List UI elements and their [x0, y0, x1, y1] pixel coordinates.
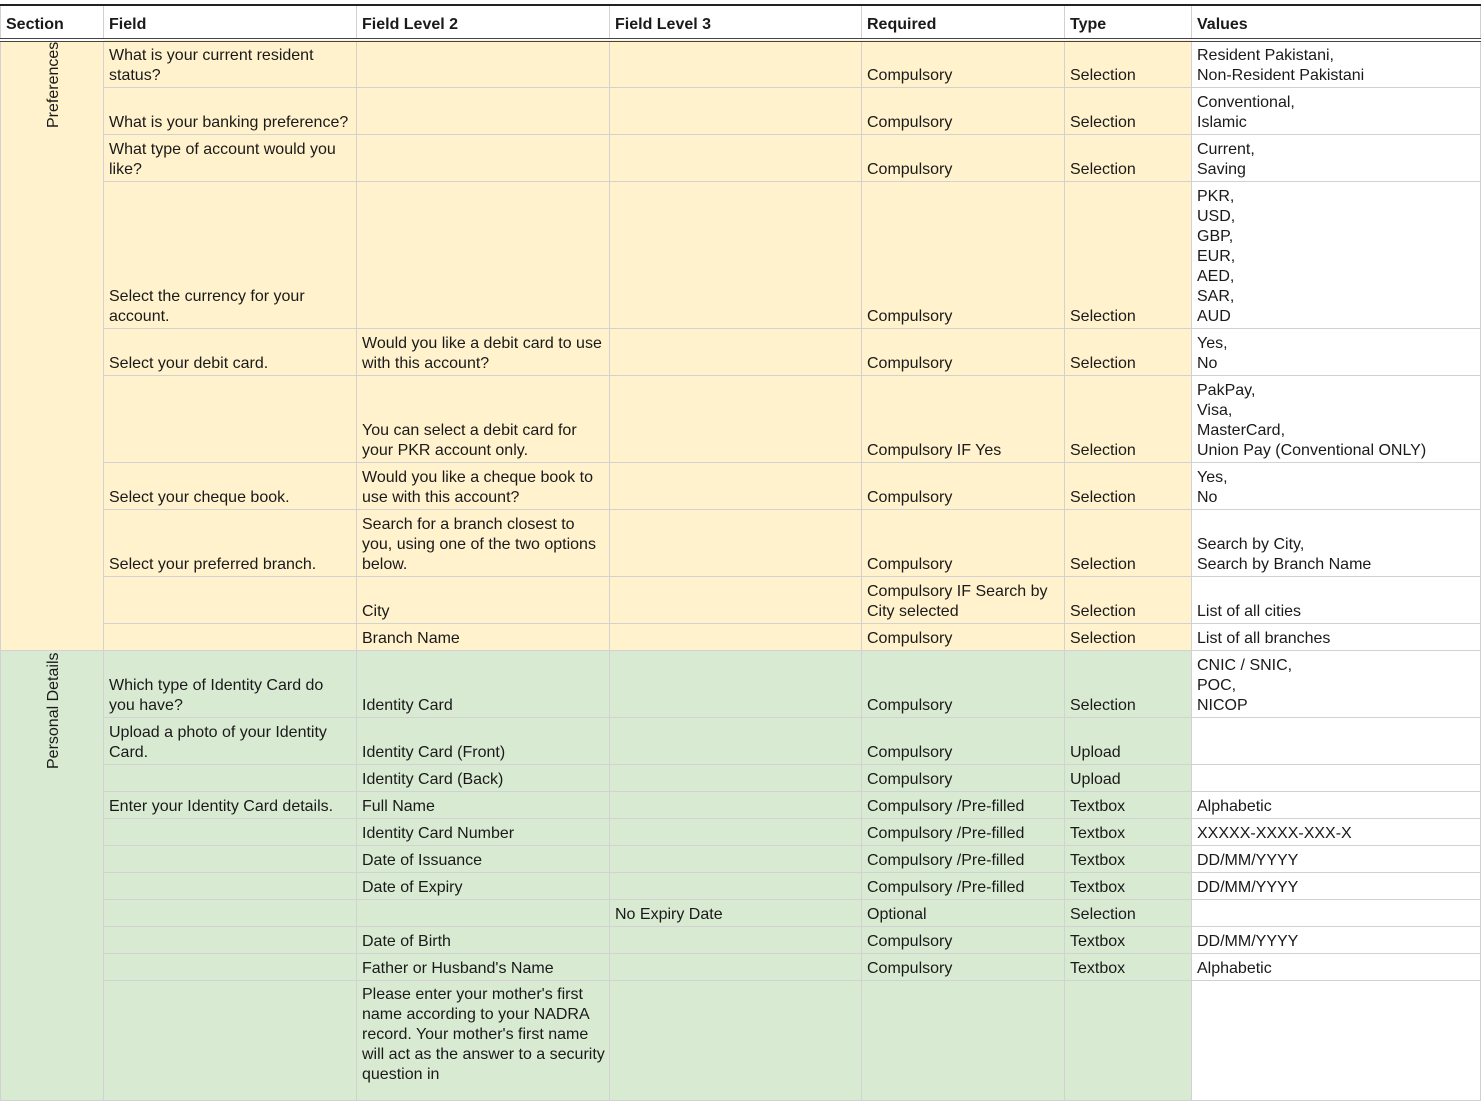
type-cell[interactable] [1065, 980, 1192, 1100]
field-level-3-cell[interactable] [610, 717, 862, 764]
field-level-3-cell[interactable] [610, 650, 862, 717]
type-cell[interactable]: Textbox [1065, 791, 1192, 818]
type-cell[interactable]: Textbox [1065, 872, 1192, 899]
required-cell[interactable]: Compulsory [862, 623, 1065, 650]
field-level-3-cell[interactable] [610, 926, 862, 953]
values-cell[interactable]: CNIC / SNIC, POC, NICOP [1192, 650, 1481, 717]
field-level-3-cell[interactable] [610, 509, 862, 576]
type-cell[interactable]: Textbox [1065, 845, 1192, 872]
table-row [1, 872, 1481, 899]
values-cell[interactable]: List of all branches [1192, 623, 1481, 650]
values-cell[interactable]: Alphabetic [1192, 953, 1481, 980]
table-row [1, 926, 1481, 953]
type-cell[interactable]: Textbox [1065, 926, 1192, 953]
field-cell[interactable] [104, 980, 357, 1100]
values-cell[interactable]: XXXXX-XXXX-XXX-X [1192, 818, 1481, 845]
table-row [1, 375, 1481, 462]
table-row [1, 181, 1481, 328]
field-level-2-cell[interactable]: Would you like a cheque book to use with this account? [357, 462, 610, 509]
required-cell[interactable]: Compulsory [862, 328, 1065, 375]
field-level-3-cell[interactable] [610, 87, 862, 134]
type-cell[interactable]: Selection [1065, 576, 1192, 623]
required-cell[interactable]: Compulsory [862, 134, 1065, 181]
field-level-3-cell[interactable] [610, 818, 862, 845]
required-cell[interactable]: Compulsory [862, 926, 1065, 953]
field-level-3-cell[interactable] [610, 576, 862, 623]
field-level-3-cell[interactable]: No Expiry Date [610, 899, 862, 926]
field-level-2-cell[interactable] [357, 181, 610, 328]
field-level-3-cell[interactable] [610, 845, 862, 872]
field-cell[interactable] [104, 576, 357, 623]
column-header-type[interactable]: Type [1065, 5, 1192, 40]
field-cell[interactable] [104, 818, 357, 845]
field-level-3-cell[interactable] [610, 980, 862, 1100]
field-level-3-cell[interactable] [610, 462, 862, 509]
type-cell[interactable]: Selection [1065, 899, 1192, 926]
field-level-2-cell[interactable]: Please enter your mother's first name according to your NADRA record. Your mother's first name will act as the answer to a security question in [357, 980, 610, 1100]
type-cell[interactable]: Selection [1065, 40, 1192, 87]
type-cell[interactable]: Selection [1065, 375, 1192, 462]
required-cell[interactable]: Compulsory [862, 650, 1065, 717]
field-cell[interactable]: What is your current resident status? [104, 40, 357, 87]
required-cell[interactable]: Compulsory [862, 953, 1065, 980]
field-level-3-cell[interactable] [610, 791, 862, 818]
field-cell[interactable] [104, 953, 357, 980]
section-cell-personal-details[interactable] [1, 650, 104, 1100]
table-row [1, 980, 1481, 1100]
type-cell[interactable]: Selection [1065, 650, 1192, 717]
field-cell[interactable] [104, 623, 357, 650]
values-cell[interactable]: Conventional, Islamic [1192, 87, 1481, 134]
field-level-3-cell[interactable] [610, 181, 862, 328]
field-cell[interactable]: What is your banking preference? [104, 87, 357, 134]
field-level-2-cell[interactable]: Identity Card (Front) [357, 717, 610, 764]
values-cell[interactable] [1192, 717, 1481, 764]
required-cell[interactable]: Optional [862, 899, 1065, 926]
required-cell[interactable]: Compulsory [862, 764, 1065, 791]
field-cell[interactable] [104, 375, 357, 462]
required-cell[interactable]: Compulsory [862, 181, 1065, 328]
field-level-3-cell[interactable] [610, 40, 862, 87]
table-row [1, 40, 1481, 87]
type-cell[interactable]: Textbox [1065, 818, 1192, 845]
required-cell[interactable]: Compulsory /Pre-filled [862, 818, 1065, 845]
field-cell[interactable]: Select the currency for your account. [104, 181, 357, 328]
field-level-2-cell[interactable] [357, 134, 610, 181]
field-level-3-cell[interactable] [610, 134, 862, 181]
field-level-2-cell[interactable]: City [357, 576, 610, 623]
type-cell[interactable]: Selection [1065, 87, 1192, 134]
field-level-2-cell[interactable]: Would you like a debit card to use with this account? [357, 328, 610, 375]
field-cell[interactable]: Select your debit card. [104, 328, 357, 375]
header-row [1, 5, 1481, 40]
required-cell[interactable]: Compulsory IF Search by City selected [862, 576, 1065, 623]
type-cell[interactable]: Selection [1065, 509, 1192, 576]
values-cell[interactable]: DD/MM/YYYY [1192, 845, 1481, 872]
values-cell[interactable]: DD/MM/YYYY [1192, 926, 1481, 953]
field-level-2-cell[interactable] [357, 40, 610, 87]
table-row [1, 462, 1481, 509]
column-header-field-level-3[interactable]: Field Level 3 [610, 5, 862, 40]
field-cell[interactable] [104, 872, 357, 899]
section-label: Personal Details [45, 652, 62, 769]
table-row [1, 576, 1481, 623]
field-level-2-cell[interactable]: Search for a branch closest to you, using one of the two options below. [357, 509, 610, 576]
field-level-2-cell[interactable]: Full Name [357, 791, 610, 818]
section-cell-preferences[interactable] [1, 40, 104, 650]
values-cell[interactable]: Yes, No [1192, 328, 1481, 375]
table-row [1, 134, 1481, 181]
field-cell[interactable] [104, 899, 357, 926]
field-level-2-cell[interactable]: Branch Name [357, 623, 610, 650]
field-level-3-cell[interactable] [610, 764, 862, 791]
values-cell[interactable]: DD/MM/YYYY [1192, 872, 1481, 899]
values-cell[interactable]: Alphabetic [1192, 791, 1481, 818]
field-cell[interactable]: Enter your Identity Card details. [104, 791, 357, 818]
required-cell[interactable]: Compulsory [862, 717, 1065, 764]
values-cell[interactable]: PKR, USD, GBP, EUR, AED, SAR, AUD [1192, 181, 1481, 328]
field-level-3-cell[interactable] [610, 953, 862, 980]
required-cell[interactable]: Compulsory /Pre-filled [862, 791, 1065, 818]
table-row [1, 791, 1481, 818]
field-level-2-cell[interactable]: Identity Card (Back) [357, 764, 610, 791]
field-cell[interactable]: What type of account would you like? [104, 134, 357, 181]
type-cell[interactable]: Selection [1065, 181, 1192, 328]
required-cell[interactable]: Compulsory [862, 40, 1065, 87]
section-label: Preferences [45, 42, 62, 129]
field-cell[interactable] [104, 845, 357, 872]
table-row [1, 650, 1481, 717]
type-cell[interactable]: Selection [1065, 328, 1192, 375]
field-level-3-cell[interactable] [610, 872, 862, 899]
table-row [1, 509, 1481, 576]
table-row [1, 717, 1481, 764]
type-cell[interactable]: Selection [1065, 462, 1192, 509]
table-row [1, 764, 1481, 791]
table-row [1, 623, 1481, 650]
table-row [1, 87, 1481, 134]
required-cell[interactable]: Compulsory IF Yes [862, 375, 1065, 462]
column-header-values[interactable]: Values [1192, 5, 1481, 40]
type-cell[interactable]: Upload [1065, 764, 1192, 791]
table-row [1, 845, 1481, 872]
table-row [1, 818, 1481, 845]
required-cell[interactable]: Compulsory /Pre-filled [862, 845, 1065, 872]
type-cell[interactable]: Selection [1065, 134, 1192, 181]
table-row [1, 328, 1481, 375]
requirements-table [0, 4, 1481, 1101]
values-cell[interactable]: List of all cities [1192, 576, 1481, 623]
field-level-3-cell[interactable] [610, 328, 862, 375]
column-header-section[interactable]: Section [1, 5, 104, 40]
values-cell[interactable]: Resident Pakistani, Non-Resident Pakistani [1192, 40, 1481, 87]
field-cell[interactable]: Upload a photo of your Identity Card. [104, 717, 357, 764]
table-row [1, 899, 1481, 926]
column-header-field[interactable]: Field [104, 5, 357, 40]
field-level-2-cell[interactable]: Date of Issuance [357, 845, 610, 872]
values-cell[interactable]: Yes, No [1192, 462, 1481, 509]
field-level-2-cell[interactable]: Date of Birth [357, 926, 610, 953]
type-cell[interactable]: Textbox [1065, 953, 1192, 980]
field-level-3-cell[interactable] [610, 623, 862, 650]
field-level-2-cell[interactable] [357, 899, 610, 926]
field-cell[interactable]: Select your preferred branch. [104, 509, 357, 576]
required-cell[interactable]: Compulsory /Pre-filled [862, 872, 1065, 899]
values-cell[interactable]: Search by City, Search by Branch Name [1192, 509, 1481, 576]
table-row [1, 953, 1481, 980]
field-level-3-cell[interactable] [610, 375, 862, 462]
column-header-field-level-2[interactable]: Field Level 2 [357, 5, 610, 40]
required-cell[interactable]: Compulsory [862, 87, 1065, 134]
type-cell[interactable]: Upload [1065, 717, 1192, 764]
field-cell[interactable] [104, 764, 357, 791]
field-level-2-cell[interactable]: Identity Card Number [357, 818, 610, 845]
field-level-2-cell[interactable]: Date of Expiry [357, 872, 610, 899]
column-header-required[interactable]: Required [862, 5, 1065, 40]
required-cell[interactable]: Compulsory [862, 509, 1065, 576]
field-level-2-cell[interactable] [357, 87, 610, 134]
values-cell[interactable] [1192, 980, 1481, 1100]
field-cell[interactable]: Select your cheque book. [104, 462, 357, 509]
required-cell[interactable]: Compulsory [862, 462, 1065, 509]
type-cell[interactable]: Selection [1065, 623, 1192, 650]
field-level-2-cell[interactable]: You can select a debit card for your PKR account only. [357, 375, 610, 462]
field-cell[interactable] [104, 926, 357, 953]
values-cell[interactable]: PakPay, Visa, MasterCard, Union Pay (Conventional ONLY) [1192, 375, 1481, 462]
field-level-2-cell[interactable]: Father or Husband's Name [357, 953, 610, 980]
values-cell[interactable] [1192, 899, 1481, 926]
required-cell[interactable] [862, 980, 1065, 1100]
values-cell[interactable] [1192, 764, 1481, 791]
values-cell[interactable]: Current, Saving [1192, 134, 1481, 181]
field-cell[interactable]: Which type of Identity Card do you have? [104, 650, 357, 717]
field-level-2-cell[interactable]: Identity Card [357, 650, 610, 717]
